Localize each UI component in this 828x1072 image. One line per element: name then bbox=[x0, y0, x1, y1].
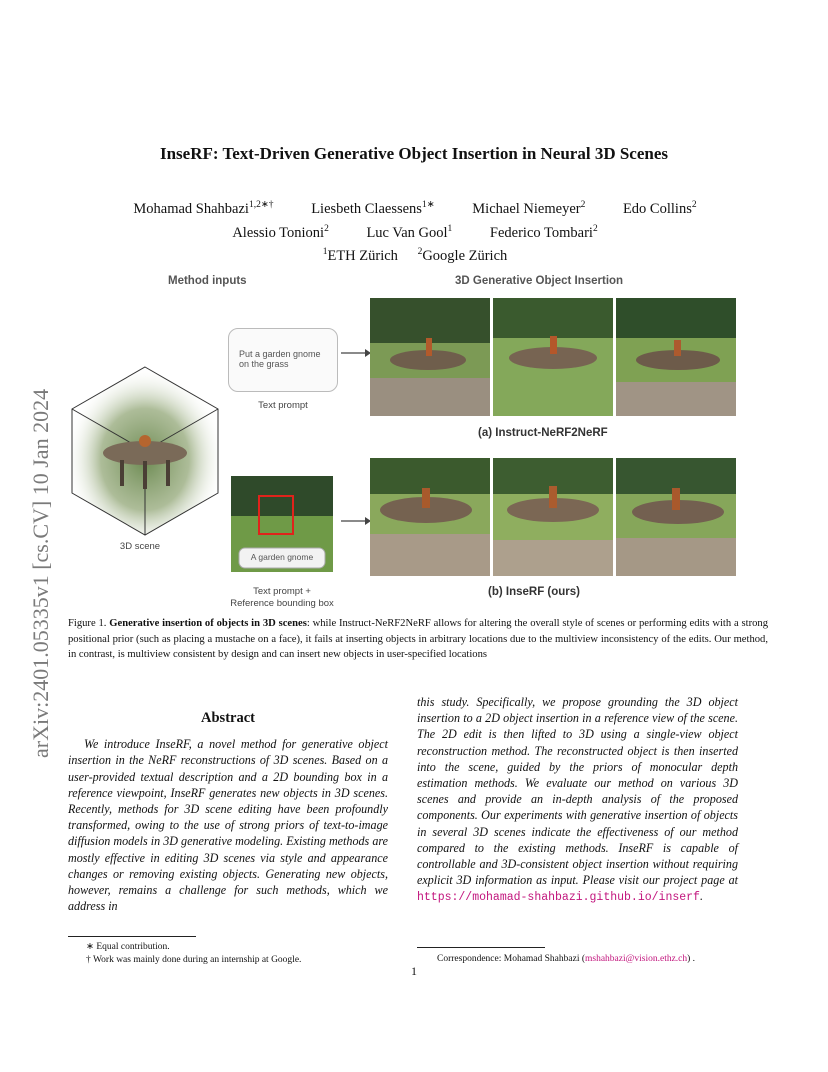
bbox-prompt-text: A garden gnome bbox=[250, 552, 314, 562]
abstract-left-column bbox=[68, 708, 388, 914]
author: Luc Van Gool$^1$ bbox=[366, 223, 453, 241]
author-row-2 bbox=[60, 219, 770, 243]
inserf-view-2 bbox=[493, 458, 613, 576]
author-row-1 bbox=[60, 195, 770, 219]
arxiv-stamp bbox=[22, 290, 58, 760]
project-page-link[interactable]: https://mohamad-shahbazi.github.io/inserf bbox=[417, 891, 700, 905]
footnote-rule-left bbox=[68, 936, 196, 937]
figure-caption: Figure 1. Generative insertion of objects in 3D scenes: while Instruct-NeRF2NeRF allows for altering the overall style of scenes or performing edits with a strong positional prior (such as placing a mustache on a face), it fails at inserting objects in arbitrary locations due to the multiview inconsistency of the edits. Our method, in contrast, is multiview consistent by design and can insert new objects in user-specified locations bbox=[68, 618, 768, 661]
figure-header-inputs: Method inputs bbox=[168, 275, 247, 287]
author: Alessio Tonioni$^2$ bbox=[232, 223, 329, 241]
text-prompt-label: Text prompt bbox=[258, 400, 308, 411]
author: Michael Niemeyer$^2$ bbox=[472, 200, 586, 217]
inserf-view-3 bbox=[616, 458, 736, 576]
abstract-text-left: We introduce InseRF, a novel method for generative object insertion in the NeRF reconstructions of 3D scenes. Based on a user-provided textual description and a 2D bounding box in a reference viewpoint, InseRF generates new objects in 3D scenes. Recently, methods for 3D scene editing have been profoundly transformed, owing to the use of strong priors of text-to-image diffusion models in 3D generative modeling. Existing methods are mostly effective in editing 3D scenes via style and appearance changes or removing existing objects. Generating new objects, however, remains a challenge for such methods, which we address in bbox=[68, 737, 388, 914]
affiliation: $^1$ETH Zürich bbox=[322, 247, 398, 265]
instruct-nerf-view-2 bbox=[493, 298, 613, 416]
footnote-work: † Work was mainly done during an internship at Google. bbox=[86, 955, 302, 965]
figure-header-insertion: 3D Generative Object Insertion bbox=[455, 275, 624, 287]
scene-hexagon-image bbox=[70, 365, 220, 537]
footnote-equal: ∗ Equal contribution. bbox=[86, 942, 170, 952]
author: Federico Tombari$^2$ bbox=[489, 223, 598, 241]
abstract-heading: Abstract bbox=[201, 710, 255, 726]
subfigure-caption-a: (a) Instruct-NeRF2NeRF bbox=[478, 427, 608, 439]
author-block bbox=[60, 195, 770, 266]
reference-view-image bbox=[231, 476, 333, 572]
footnote-rule-right bbox=[417, 947, 545, 948]
bbox-label: Text prompt + Reference bounding box bbox=[230, 586, 334, 609]
page-number: 1 bbox=[411, 964, 417, 978]
author: Mohamad Shahbazi$^{1,2∗\dagger}$ bbox=[133, 200, 274, 217]
arrow-right-icon bbox=[341, 515, 371, 527]
instruct-nerf-view-3 bbox=[616, 298, 736, 416]
text-prompt-box bbox=[228, 328, 338, 392]
abstract-right-column: this study. Specifically, we propose grounding the 3D object insertion to a 2D object insertion in a reference view of the scene. The 2D edit is then lifted to 3D using a single-view object reconstruction method. The reconstructed object is then inserted into the scene, guided by the priors of monocular depth estimation methods. We evaluate our method on various 3D scenes and provide an in-depth analysis of the proposed components. Our experiments with generative insertion of objects in several 3D scenes indicate the effectiveness of our method compared to the existing methods. InseRF is capable of controllable and 3D-consistent object insertion without requiring explicit 3D information as input. Please visit our project page at https://mohamad-shahbazi.github.io/inserf. bbox=[417, 695, 738, 905]
paper-title: InseRF: Text-Driven Generative Object Insertion in Neural 3D Scenes bbox=[159, 144, 669, 163]
arxiv-stamp-text: arXiv:2401.05335v1 [cs.CV] 10 Jan 2024 bbox=[28, 388, 53, 758]
author: Edo Collins$^2$ bbox=[622, 200, 697, 217]
author: Liesbeth Claessens$^{1∗}$ bbox=[311, 200, 435, 217]
teaser-figure bbox=[60, 270, 770, 610]
scene-label: 3D scene bbox=[119, 541, 161, 552]
correspondence-note: Correspondence: Mohamad Shahbazi (mshahbazi@vision.ethz.ch) . bbox=[437, 954, 696, 964]
instruct-nerf-view-1 bbox=[370, 298, 490, 416]
affiliation-row bbox=[60, 243, 770, 267]
affiliation: $^2$Google Zürich bbox=[417, 247, 508, 265]
text-prompt-text: Put a garden gnome on the grass bbox=[239, 349, 321, 369]
inserf-view-1 bbox=[370, 458, 490, 576]
subfigure-caption-b: (b) InseRF (ours) bbox=[488, 586, 580, 598]
abstract-text-right: this study. Specifically, we propose grounding the 3D object insertion to a 2D object insertion in a reference view of the scene. The 2D edit is then lifted to 3D using a single-view object reconstruction method. The reconstructed object is then inserted into the scene, guided by the priors of monocular depth estimation methods. We evaluate our method on various 3D scenes and provide an in-depth analysis of the proposed components. Our experiments with generative insertion of objects in several 3D scenes indicate the effectiveness of our method compared to the existing methods. InseRF is capable of controllable and 3D-consistent object insertion without requiring explicit 3D information as input. Please visit our project page at bbox=[417, 695, 738, 888]
correspondence-email-link[interactable]: mshahbazi@vision.ethz.ch bbox=[585, 954, 688, 964]
arrow-right-icon bbox=[341, 347, 371, 359]
